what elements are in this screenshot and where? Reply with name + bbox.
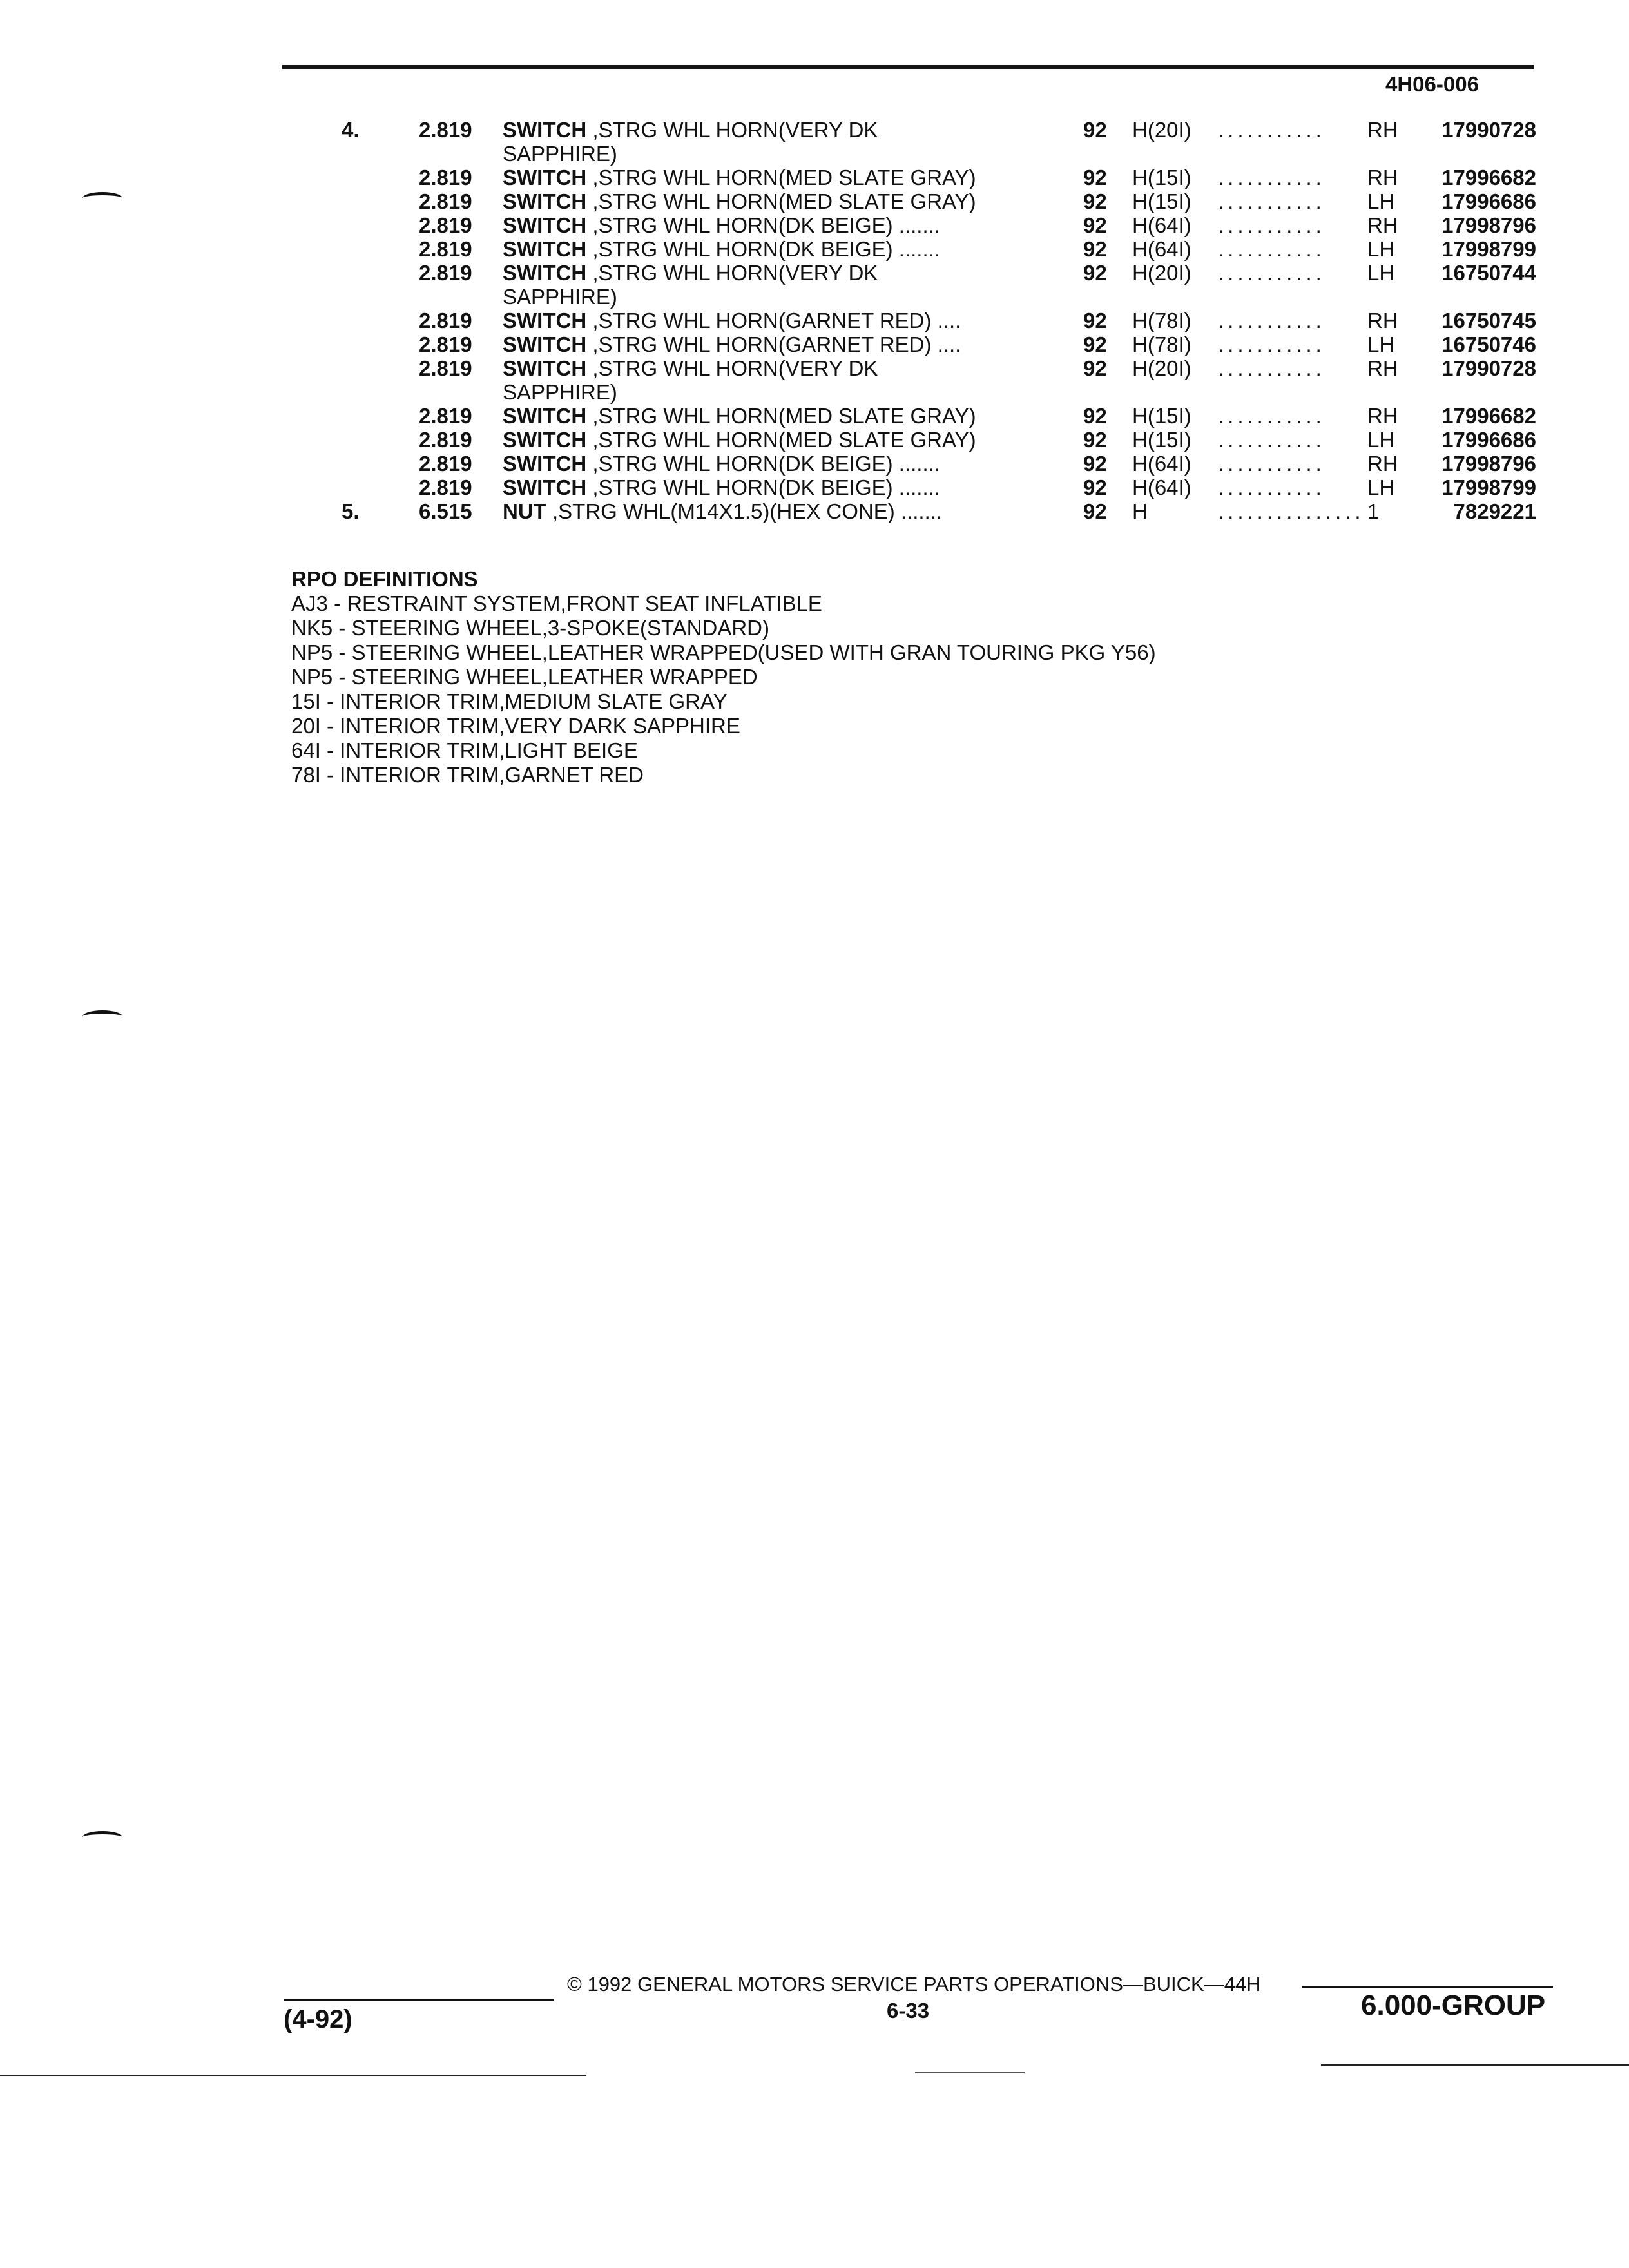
part-number: 17998799 xyxy=(1441,237,1536,261)
application-code: H(64I) xyxy=(1132,476,1191,499)
side-code: LH xyxy=(1367,428,1395,452)
footer-rule-right xyxy=(1302,1986,1553,1988)
top-rule xyxy=(282,65,1534,69)
part-noun: SWITCH xyxy=(503,452,587,476)
item-number: 5. xyxy=(342,499,360,523)
reference-number: 2.819 xyxy=(419,237,472,261)
application-code: H(64I) xyxy=(1132,237,1191,261)
model-year: 92 xyxy=(1083,452,1107,476)
part-noun: SWITCH xyxy=(503,189,587,213)
side-code: RH xyxy=(1367,356,1398,380)
part-number: 17990728 xyxy=(1441,356,1536,380)
part-noun: NUT xyxy=(503,499,546,523)
part-noun: SWITCH xyxy=(503,428,587,452)
application-code: H(78I) xyxy=(1132,309,1191,332)
part-number: 17990728 xyxy=(1441,118,1536,142)
leader-dots: ........... xyxy=(1218,404,1325,428)
part-noun: SWITCH xyxy=(503,261,587,285)
reference-number: 2.819 xyxy=(419,404,472,428)
part-description-continued: SAPPHIRE) xyxy=(503,285,617,309)
part-description xyxy=(503,428,1057,452)
leader-dots: ........... xyxy=(1218,189,1325,213)
part-number: 17998796 xyxy=(1441,213,1536,237)
parts-list xyxy=(0,118,1629,523)
rpo-line: 20I - INTERIOR TRIM,VERY DARK SAPPHIRE xyxy=(291,714,740,738)
leader-dots: ........... xyxy=(1218,261,1325,285)
part-modifier: ,STRG WHL(M14X1.5)(HEX CONE) ....... xyxy=(546,499,943,523)
rpo-line: 64I - INTERIOR TRIM,LIGHT BEIGE xyxy=(291,738,638,762)
part-noun: SWITCH xyxy=(503,166,587,189)
part-row xyxy=(0,309,1629,332)
rpo-line: AJ3 - RESTRAINT SYSTEM,FRONT SEAT INFLATIBLE xyxy=(291,591,822,615)
part-number: 17996682 xyxy=(1441,166,1536,189)
part-noun: SWITCH xyxy=(503,356,587,380)
side-code: RH xyxy=(1367,213,1398,237)
application-code: H(15I) xyxy=(1132,428,1191,452)
side-code: LH xyxy=(1367,237,1395,261)
part-row xyxy=(0,189,1629,213)
side-code: RH xyxy=(1367,404,1398,428)
reference-number: 2.819 xyxy=(419,189,472,213)
part-modifier: ,STRG WHL HORN(GARNET RED) .... xyxy=(586,332,961,356)
model-year: 92 xyxy=(1083,309,1107,332)
part-modifier: ,STRG WHL HORN(DK BEIGE) ....... xyxy=(586,213,940,237)
model-year: 92 xyxy=(1083,499,1107,523)
part-number: 17996682 xyxy=(1441,404,1536,428)
part-description xyxy=(503,166,1057,189)
model-year: 92 xyxy=(1083,261,1107,285)
binder-hole-mark xyxy=(82,1831,122,1843)
application-code: H(15I) xyxy=(1132,189,1191,213)
side-code: 1 xyxy=(1367,499,1380,523)
footer-rule-left xyxy=(284,1999,554,2001)
part-description xyxy=(503,309,1057,332)
part-modifier: ,STRG WHL HORN(VERY DK xyxy=(586,261,878,285)
rpo-definitions xyxy=(291,567,1156,787)
part-noun: SWITCH xyxy=(503,118,587,142)
part-row xyxy=(0,118,1629,166)
bottom-rule xyxy=(915,2072,1025,2073)
part-description-continued: SAPPHIRE) xyxy=(503,380,617,404)
model-year: 92 xyxy=(1083,356,1107,380)
part-row xyxy=(0,452,1629,476)
part-description xyxy=(503,261,1057,309)
part-noun: SWITCH xyxy=(503,476,587,499)
part-number: 16750746 xyxy=(1441,332,1536,356)
part-description xyxy=(503,189,1057,213)
part-row xyxy=(0,499,1629,523)
leader-dots: ........... xyxy=(1218,166,1325,189)
model-year: 92 xyxy=(1083,428,1107,452)
leader-dots: ........... xyxy=(1218,118,1325,142)
reference-number: 2.819 xyxy=(419,476,472,499)
reference-number: 2.819 xyxy=(419,356,472,380)
model-year: 92 xyxy=(1083,404,1107,428)
model-year: 92 xyxy=(1083,118,1107,142)
reference-number: 2.819 xyxy=(419,261,472,285)
binder-hole-mark xyxy=(82,1010,122,1023)
application-code: H(64I) xyxy=(1132,213,1191,237)
part-number: 16750745 xyxy=(1441,309,1536,332)
model-year: 92 xyxy=(1083,213,1107,237)
application-code: H(20I) xyxy=(1132,261,1191,285)
part-number: 7829221 xyxy=(1453,499,1536,523)
part-row xyxy=(0,261,1629,309)
application-code: H(78I) xyxy=(1132,332,1191,356)
application-code: H(15I) xyxy=(1132,404,1191,428)
model-year: 92 xyxy=(1083,476,1107,499)
side-code: LH xyxy=(1367,476,1395,499)
part-description xyxy=(503,213,1057,237)
application-code: H(20I) xyxy=(1132,356,1191,380)
revision-date: (4-92) xyxy=(284,2005,352,2033)
application-code: H(64I) xyxy=(1132,452,1191,476)
binder-hole-mark xyxy=(82,192,122,204)
leader-dots: ........... xyxy=(1218,213,1325,237)
part-row xyxy=(0,356,1629,404)
model-year: 92 xyxy=(1083,166,1107,189)
page-code: 4H06-006 xyxy=(1385,72,1479,96)
leader-dots: ........... xyxy=(1218,309,1325,332)
leader-dots: ........... xyxy=(1218,332,1325,356)
part-modifier: ,STRG WHL HORN(VERY DK xyxy=(586,356,878,380)
side-code: RH xyxy=(1367,166,1398,189)
reference-number: 2.819 xyxy=(419,332,472,356)
part-description xyxy=(503,452,1057,476)
part-description xyxy=(503,237,1057,261)
page-number: 6-33 xyxy=(887,1999,930,2023)
group-label: 6.000-GROUP xyxy=(1361,1990,1546,2021)
rpo-line: 15I - INTERIOR TRIM,MEDIUM SLATE GRAY xyxy=(291,689,728,713)
part-modifier: ,STRG WHL HORN(MED SLATE GRAY) xyxy=(586,189,976,213)
part-noun: SWITCH xyxy=(503,237,587,261)
side-code: RH xyxy=(1367,309,1398,332)
part-row xyxy=(0,332,1629,356)
leader-dots: ........... xyxy=(1218,237,1325,261)
application-code: H(20I) xyxy=(1132,118,1191,142)
model-year: 92 xyxy=(1083,237,1107,261)
rpo-title: RPO DEFINITIONS xyxy=(291,567,478,591)
rpo-line: NK5 - STEERING WHEEL,3-SPOKE(STANDARD) xyxy=(291,616,770,640)
part-modifier: ,STRG WHL HORN(DK BEIGE) ....... xyxy=(586,237,940,261)
part-row xyxy=(0,237,1629,261)
item-number: 4. xyxy=(342,118,360,142)
reference-number: 2.819 xyxy=(419,309,472,332)
part-description xyxy=(503,404,1057,428)
part-modifier: ,STRG WHL HORN(MED SLATE GRAY) xyxy=(586,166,976,189)
rpo-line: NP5 - STEERING WHEEL,LEATHER WRAPPED(USED WITH GRAN TOURING PKG Y56) xyxy=(291,640,1156,664)
leader-dots: ........... xyxy=(1218,476,1325,499)
part-row xyxy=(0,476,1629,499)
model-year: 92 xyxy=(1083,189,1107,213)
part-noun: SWITCH xyxy=(503,309,587,332)
reference-number: 2.819 xyxy=(419,118,472,142)
leader-dots: ........... xyxy=(1218,452,1325,476)
part-row xyxy=(0,213,1629,237)
part-modifier: ,STRG WHL HORN(DK BEIGE) ....... xyxy=(586,452,940,476)
part-row xyxy=(0,428,1629,452)
part-number: 17998796 xyxy=(1441,452,1536,476)
part-modifier: ,STRG WHL HORN(GARNET RED) .... xyxy=(586,309,961,332)
part-number: 17996686 xyxy=(1441,428,1536,452)
part-number: 17998799 xyxy=(1441,476,1536,499)
application-code: H xyxy=(1132,499,1148,523)
side-code: RH xyxy=(1367,118,1398,142)
reference-number: 2.819 xyxy=(419,452,472,476)
part-description xyxy=(503,499,1057,523)
part-number: 17996686 xyxy=(1441,189,1536,213)
rpo-line: NP5 - STEERING WHEEL,LEATHER WRAPPED xyxy=(291,665,758,689)
part-modifier: ,STRG WHL HORN(MED SLATE GRAY) xyxy=(586,404,976,428)
application-code: H(15I) xyxy=(1132,166,1191,189)
part-number: 16750744 xyxy=(1441,261,1536,285)
part-description-continued: SAPPHIRE) xyxy=(503,142,617,166)
model-year: 92 xyxy=(1083,332,1107,356)
bottom-rule xyxy=(0,2075,586,2076)
footer-copyright: © 1992 GENERAL MOTORS SERVICE PARTS OPERATIONS—BUICK—44H xyxy=(567,1973,1261,1995)
reference-number: 2.819 xyxy=(419,213,472,237)
part-description xyxy=(503,332,1057,356)
side-code: LH xyxy=(1367,332,1395,356)
part-row xyxy=(0,404,1629,428)
reference-number: 6.515 xyxy=(419,499,472,523)
leader-dots: ........... xyxy=(1218,428,1325,452)
side-code: RH xyxy=(1367,452,1398,476)
part-modifier: ,STRG WHL HORN(DK BEIGE) ....... xyxy=(586,476,940,499)
part-row xyxy=(0,166,1629,189)
leader-dots: ........... xyxy=(1218,356,1325,380)
part-noun: SWITCH xyxy=(503,213,587,237)
reference-number: 2.819 xyxy=(419,428,472,452)
part-description xyxy=(503,356,1057,404)
part-modifier: ,STRG WHL HORN(VERY DK xyxy=(586,118,878,142)
side-code: LH xyxy=(1367,261,1395,285)
part-noun: SWITCH xyxy=(503,332,587,356)
part-description xyxy=(503,476,1057,499)
part-description xyxy=(503,118,1057,166)
rpo-line: 78I - INTERIOR TRIM,GARNET RED xyxy=(291,763,644,787)
side-code: LH xyxy=(1367,189,1395,213)
leader-dots: ............... xyxy=(1218,499,1365,523)
part-modifier: ,STRG WHL HORN(MED SLATE GRAY) xyxy=(586,428,976,452)
reference-number: 2.819 xyxy=(419,166,472,189)
part-noun: SWITCH xyxy=(503,404,587,428)
bottom-rule xyxy=(1321,2064,1629,2066)
